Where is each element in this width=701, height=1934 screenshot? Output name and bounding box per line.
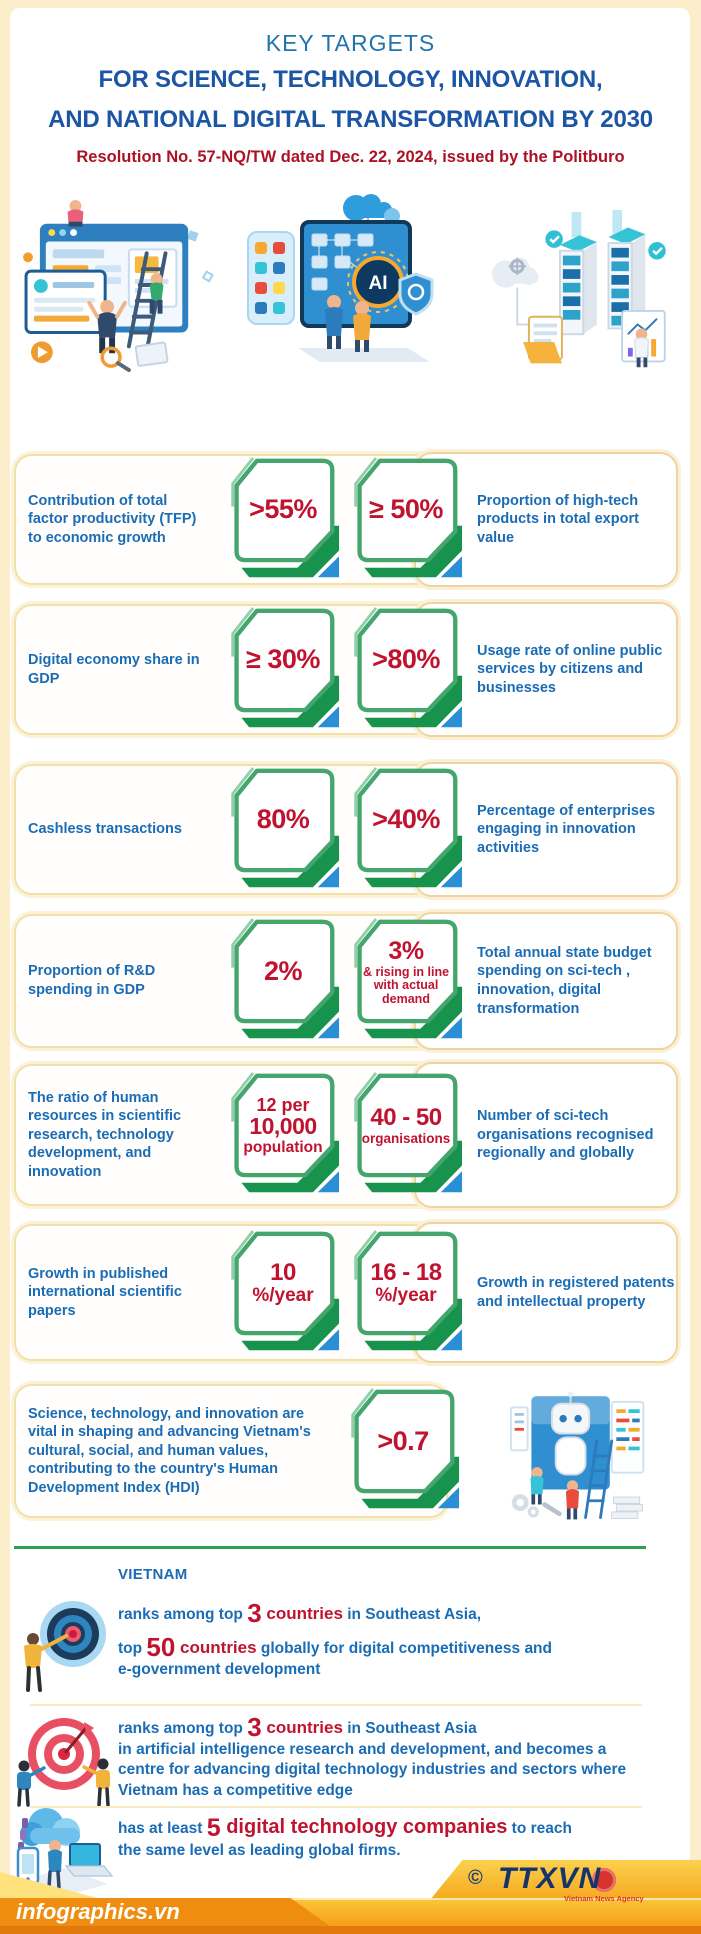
vietnam-goal-2 (118, 1714, 658, 1801)
badge-value: 40 - 50 (370, 1104, 442, 1132)
target-left-label: The ratio of human resources in scientific research, technology development, and innovation (28, 1089, 182, 1180)
goal-highlight: countries (261, 1604, 343, 1623)
badge-value: >55% (249, 494, 317, 525)
ai-label: AI (368, 273, 388, 294)
target-left-badge (224, 918, 340, 1044)
goal-text: the same level as leading global firms. (118, 1842, 401, 1859)
target-left-label: Digital economy share in GDP (28, 651, 200, 687)
target-right-badge (347, 767, 463, 893)
badge-value: >0.7 (377, 1425, 429, 1456)
target-row-3 (14, 762, 676, 897)
page-title-line2: AND NATIONAL DIGITAL TRANSFORMATION BY 2030 (48, 106, 653, 133)
target-right-badge (347, 918, 463, 1044)
target-right-label: Total annual state budget spending on sci-tech , innovation, digital transformation (477, 944, 652, 1017)
target-left-badge (224, 457, 340, 583)
ai-technology-illustration (238, 190, 453, 375)
page-subtitle: Resolution No. 57-NQ/TW dated Dec. 22, 2024, issued by the Politburo (76, 148, 625, 166)
agency-name: TTXVN (498, 1862, 602, 1895)
target-right-label: Growth in registered patents and intellectual property (477, 1274, 675, 1310)
vietnam-goal-3 (118, 1816, 658, 1861)
goal-number: 50 (146, 1632, 176, 1662)
target-left-badge (224, 767, 340, 893)
target-row-1 (14, 452, 676, 587)
section-divider (14, 1546, 646, 1549)
goal-highlight: countries (175, 1638, 257, 1657)
badge-value: >80% (372, 644, 440, 675)
goal-number: 5 (206, 1814, 221, 1842)
hdi-badge (344, 1388, 460, 1514)
hdi-label: Science, technology, and innovation are vital in shaping and advancing Vietnam's cultural, social, and human values, contributing to the country's Human Development Index (HDI) (28, 1405, 311, 1496)
target-right-label: Proportion of high-tech products in total export value (477, 492, 639, 546)
badge-sub: organisations (361, 1131, 451, 1147)
agency-name-wrap (498, 1862, 601, 1896)
target-row-4 (14, 912, 676, 1050)
web-development-illustration (20, 196, 218, 374)
goal-highlight: countries (261, 1718, 343, 1737)
goal-text: to reach (507, 1820, 572, 1837)
agency-logo (468, 1862, 688, 1902)
badge-value: 2% (263, 955, 303, 986)
data-server-illustration (478, 210, 673, 375)
goal-number: 3 (247, 1598, 262, 1628)
target-right-label: Percentage of enterprises engaging in innovation activities (477, 802, 656, 856)
vietnam-heading: VIETNAM (118, 1566, 188, 1583)
robot-technology-illustration (495, 1385, 663, 1525)
badge-sub: %/year (252, 1285, 314, 1307)
goal-text: in Southeast Asia (342, 1720, 477, 1737)
target-right-badge (347, 607, 463, 733)
agency-subtitle: Vietnam News Agency (564, 1894, 644, 1903)
page-kicker: KEY TARGETS (265, 30, 436, 56)
target-left-badge (224, 1230, 340, 1356)
target-right-label: Usage rate of online public services by citizens and businesses (477, 642, 663, 696)
dartboard-team-icon (14, 1708, 114, 1808)
goal-divider (30, 1806, 642, 1808)
footer-site-link[interactable]: infographics.vn (16, 1899, 180, 1924)
target-left-label: Growth in published international scientific papers (28, 1265, 182, 1319)
goal-text: in Southeast Asia, (342, 1606, 481, 1623)
target-left-badge (224, 607, 340, 733)
badge-sub: & rising in line with actual demand (362, 964, 450, 1006)
page-title-line1: FOR SCIENCE, TECHNOLOGY, INNOVATION, (98, 66, 603, 93)
goal-highlight: digital technology companies (220, 1816, 508, 1838)
badge-sub: population (243, 1138, 323, 1156)
target-right-badge (347, 457, 463, 583)
goal-text: top (118, 1640, 147, 1657)
goal-number: 3 (247, 1712, 262, 1742)
target-right-label: Number of sci-tech organisations recognised regionally and globally (477, 1108, 654, 1162)
goal-text: ranks among top (118, 1606, 248, 1623)
target-row-5 (14, 1062, 676, 1208)
badge-sub: %/year (375, 1285, 437, 1307)
badge-top: 12 per (256, 1094, 310, 1115)
badge-value: ≥ 30% (246, 644, 320, 675)
goal-text: ranks among top (118, 1720, 248, 1737)
badge-value: >40% (372, 804, 440, 835)
target-left-label: Proportion of R&D spending in GDP (28, 963, 156, 998)
copyright-symbol: © (468, 1867, 483, 1889)
goal-divider (30, 1704, 642, 1706)
badge-value: 80% (256, 804, 310, 835)
goal-text: has at least (118, 1820, 207, 1837)
target-person-icon (16, 1592, 111, 1697)
badge-value: ≥ 50% (369, 494, 443, 525)
badge-value: 10,000 (249, 1112, 317, 1139)
target-row-6 (14, 1222, 676, 1363)
goal-text: Vietnam has a competitive edge (118, 1781, 353, 1799)
target-left-label: Cashless transactions (28, 821, 182, 838)
goal-text: centre for advancing digital technology industries and sectors where (118, 1761, 627, 1779)
vietnam-goal-1 (118, 1600, 658, 1680)
goal-text: globally for digital competitiveness and (256, 1640, 552, 1657)
goal-text: e-government development (118, 1661, 321, 1678)
target-left-badge (224, 1072, 340, 1198)
footer-band-dark (0, 1926, 701, 1934)
target-right-badge (347, 1230, 463, 1356)
badge-value: 16 - 18 (370, 1259, 442, 1287)
target-right-badge (347, 1072, 463, 1198)
badge-value: 10 (270, 1259, 296, 1287)
goal-text: in artificial intelligence research and development, and becomes a (118, 1741, 607, 1758)
badge-value: 3% (388, 936, 424, 965)
target-left-label: Contribution of total factor productivity (TFP) to economic growth (28, 492, 197, 546)
target-row-2 (14, 602, 676, 737)
